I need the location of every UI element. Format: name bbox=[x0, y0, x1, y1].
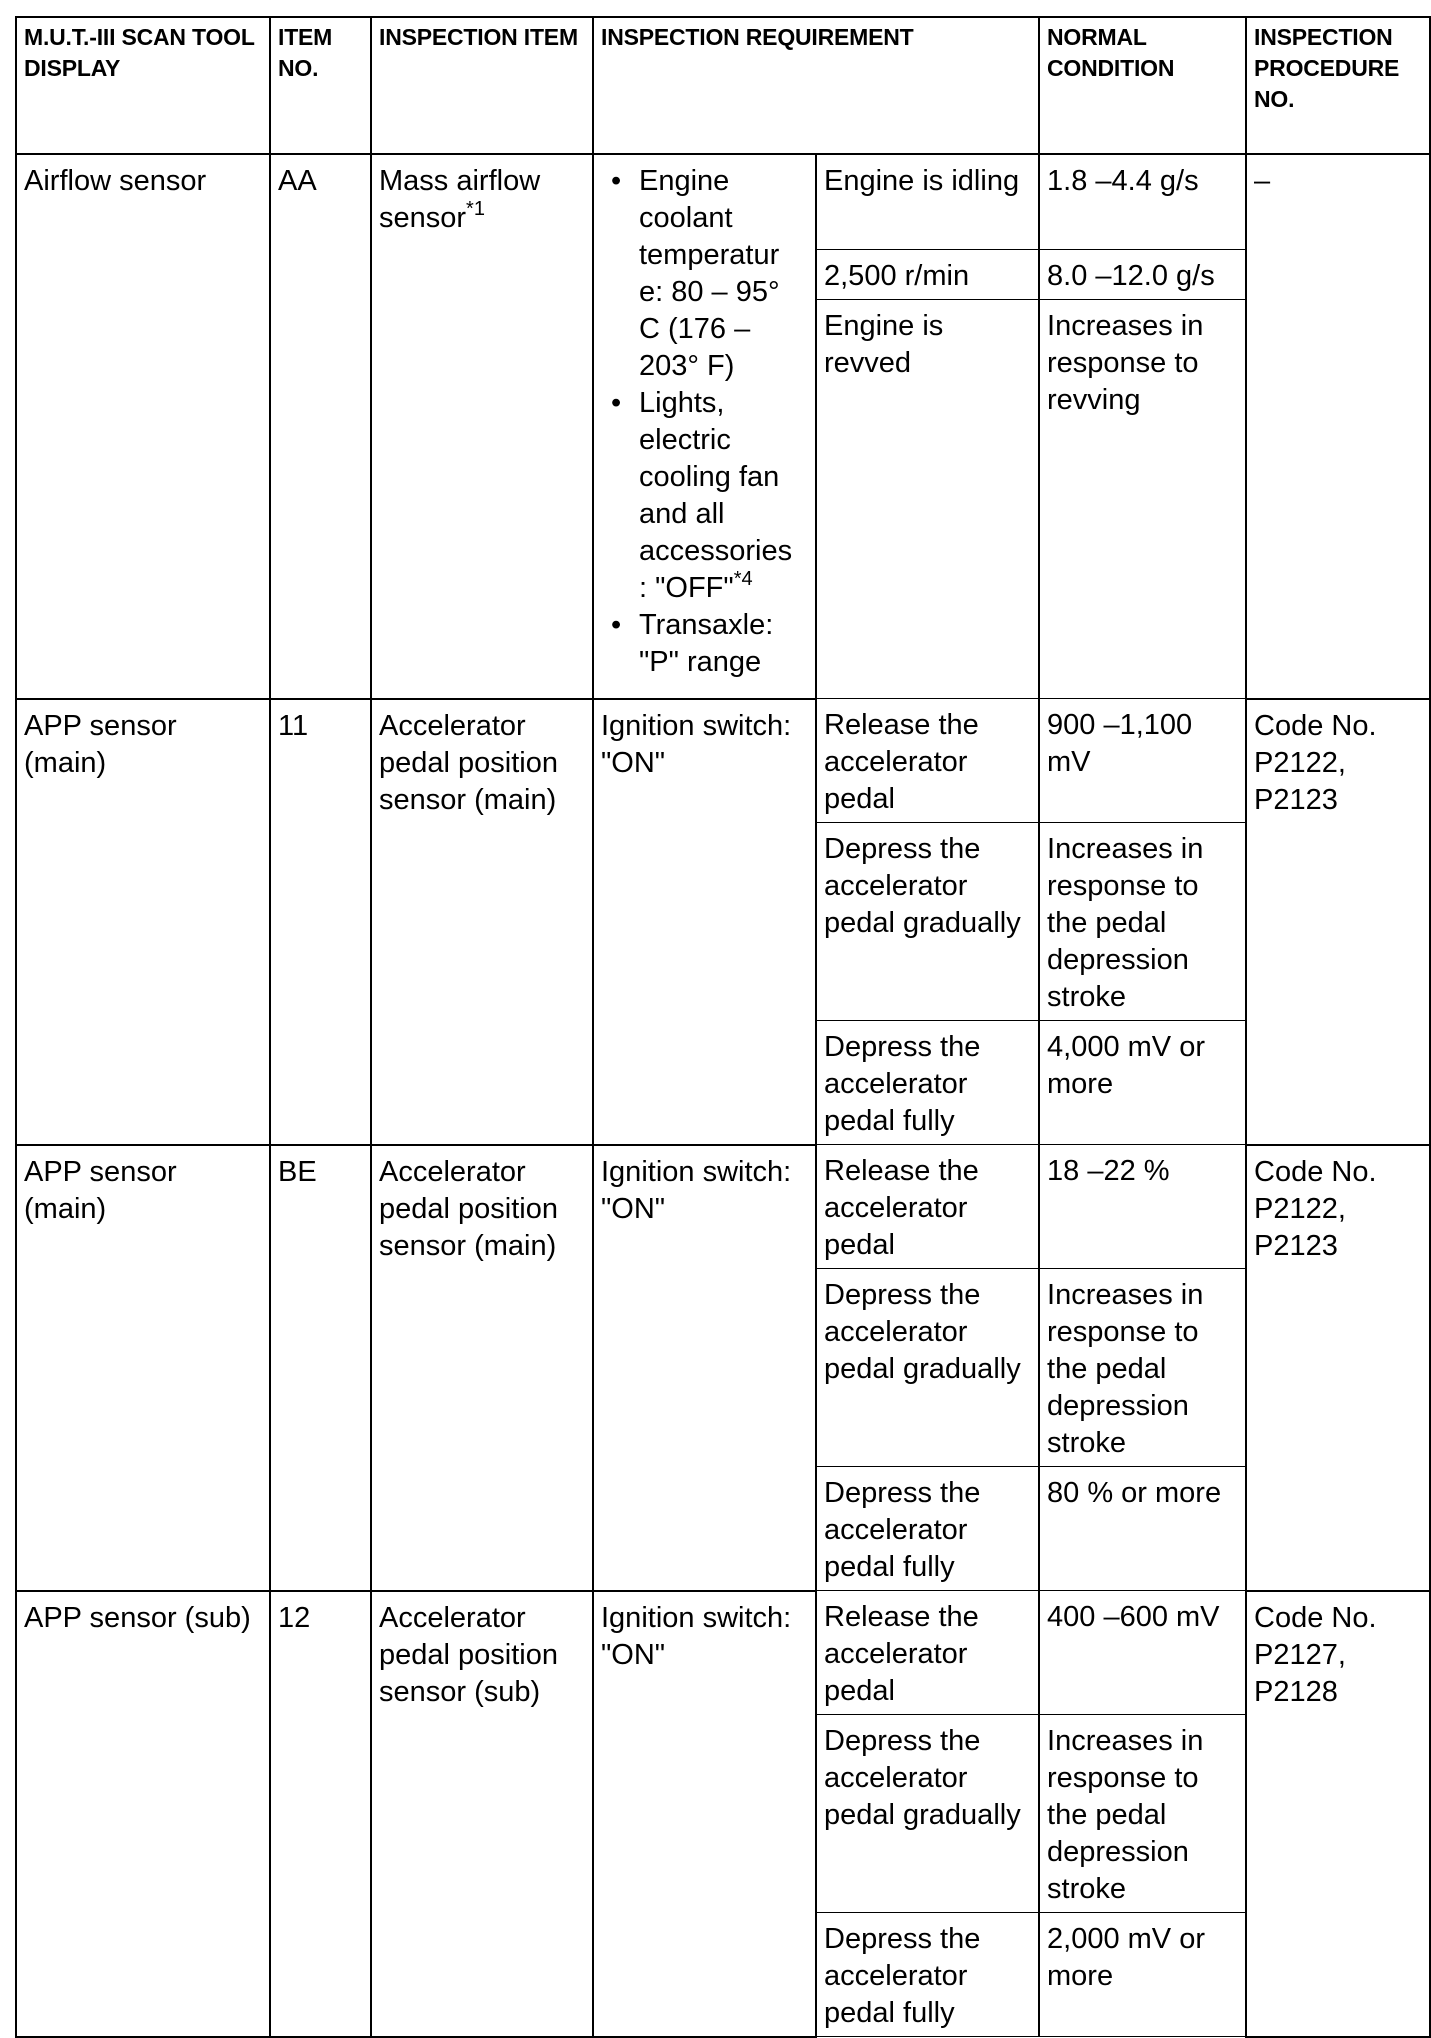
display-cell: APP sensor (sub) bbox=[16, 1591, 270, 2037]
display-cell: Airflow sensor bbox=[16, 154, 270, 699]
condition-cell: Depress the accelerator pedal gradually bbox=[816, 823, 1039, 1021]
condition-cell: Engine is revved bbox=[816, 300, 1039, 699]
inspection-table-page bbox=[15, 16, 1431, 2038]
inspection-item-cell: Accelerator pedal position sensor (main) bbox=[371, 699, 593, 1145]
display-cell: APP sensor (main) bbox=[16, 699, 270, 1145]
table-row bbox=[16, 154, 1430, 250]
requirement-item: • Engine coolant temperatur e: 80 – 95° C (176 – 203° F) bbox=[601, 163, 808, 385]
normal-condition-cell: 80 % or more bbox=[1039, 1467, 1246, 1591]
requirement-list bbox=[601, 163, 808, 681]
header-normal-condition: NORMAL CONDITION bbox=[1039, 17, 1246, 154]
table-row bbox=[16, 699, 1430, 823]
inspection-item-text: Mass airflow sensor bbox=[379, 165, 541, 234]
item-no-cell: 12 bbox=[270, 1591, 371, 2037]
header-procedure-no: INSPECTION PROCEDURE NO. bbox=[1246, 17, 1430, 154]
normal-condition-cell: Increases in response to revving bbox=[1039, 300, 1246, 699]
condition-cell: Depress the accelerator pedal gradually bbox=[816, 1269, 1039, 1467]
condition-cell: Depress the accelerator pedal gradually bbox=[816, 1715, 1039, 1913]
inspection-table bbox=[15, 16, 1431, 2038]
item-no-cell: BE bbox=[270, 1145, 371, 1591]
normal-condition-cell: 2,000 mV or more bbox=[1039, 1913, 1246, 2037]
condition-cell: Depress the accelerator pedal fully bbox=[816, 1913, 1039, 2037]
footnote-marker: *4 bbox=[733, 568, 753, 590]
condition-cell: Depress the accelerator pedal fully bbox=[816, 1021, 1039, 1145]
requirement-cell: Ignition switch: "ON" bbox=[593, 1145, 816, 1591]
condition-cell: 2,500 r/min bbox=[816, 250, 1039, 300]
requirement-item: • Transaxle: "P" range bbox=[601, 607, 808, 681]
requirement-cell: Ignition switch: "ON" bbox=[593, 1591, 816, 2037]
normal-condition-cell: 400 –600 mV bbox=[1039, 1591, 1246, 1715]
header-row bbox=[16, 17, 1430, 154]
header-display: M.U.T.-III SCAN TOOL DISPLAY bbox=[16, 17, 270, 154]
footnote-marker: *1 bbox=[466, 198, 485, 220]
requirement-cell bbox=[593, 154, 816, 699]
item-no-cell: AA bbox=[270, 154, 371, 699]
condition-cell: Release the accelerator pedal bbox=[816, 1591, 1039, 1715]
condition-cell: Depress the accelerator pedal fully bbox=[816, 1467, 1039, 1591]
condition-cell: Release the accelerator pedal bbox=[816, 1145, 1039, 1269]
inspection-item-cell: Accelerator pedal position sensor (sub) bbox=[371, 1591, 593, 2037]
procedure-cell: – bbox=[1246, 154, 1430, 699]
header-item-no: ITEM NO. bbox=[270, 17, 371, 154]
item-no-cell: 11 bbox=[270, 699, 371, 1145]
condition-cell: Release the accelerator pedal bbox=[816, 699, 1039, 823]
header-inspection-item: INSPECTION ITEM bbox=[371, 17, 593, 154]
normal-condition-cell: 1.8 –4.4 g/s bbox=[1039, 154, 1246, 250]
inspection-item-cell bbox=[371, 154, 593, 699]
normal-condition-cell: 4,000 mV or more bbox=[1039, 1021, 1246, 1145]
procedure-cell: Code No. P2122, P2123 bbox=[1246, 1145, 1430, 1591]
condition-cell: Engine is idling bbox=[816, 154, 1039, 250]
normal-condition-cell: Increases in response to the pedal depression stroke bbox=[1039, 1269, 1246, 1467]
normal-condition-cell: 8.0 –12.0 g/s bbox=[1039, 250, 1246, 300]
inspection-item-cell: Accelerator pedal position sensor (main) bbox=[371, 1145, 593, 1591]
normal-condition-cell: Increases in response to the pedal depression stroke bbox=[1039, 1715, 1246, 1913]
normal-condition-cell: 900 –1,100 mV bbox=[1039, 699, 1246, 823]
display-cell: APP sensor (main) bbox=[16, 1145, 270, 1591]
normal-condition-cell: Increases in response to the pedal depression stroke bbox=[1039, 823, 1246, 1021]
table-row bbox=[16, 1145, 1430, 1269]
table-row bbox=[16, 1591, 1430, 1715]
normal-condition-cell: 18 –22 % bbox=[1039, 1145, 1246, 1269]
procedure-cell: Code No. P2127, P2128 bbox=[1246, 1591, 1430, 2037]
requirement-cell: Ignition switch: "ON" bbox=[593, 699, 816, 1145]
header-inspection-requirement: INSPECTION REQUIREMENT bbox=[593, 17, 1039, 154]
procedure-cell: Code No. P2122, P2123 bbox=[1246, 699, 1430, 1145]
requirement-item: • Lights, electric cooling fan and all accessories : "OFF"$^{*4}$ bbox=[601, 385, 808, 607]
